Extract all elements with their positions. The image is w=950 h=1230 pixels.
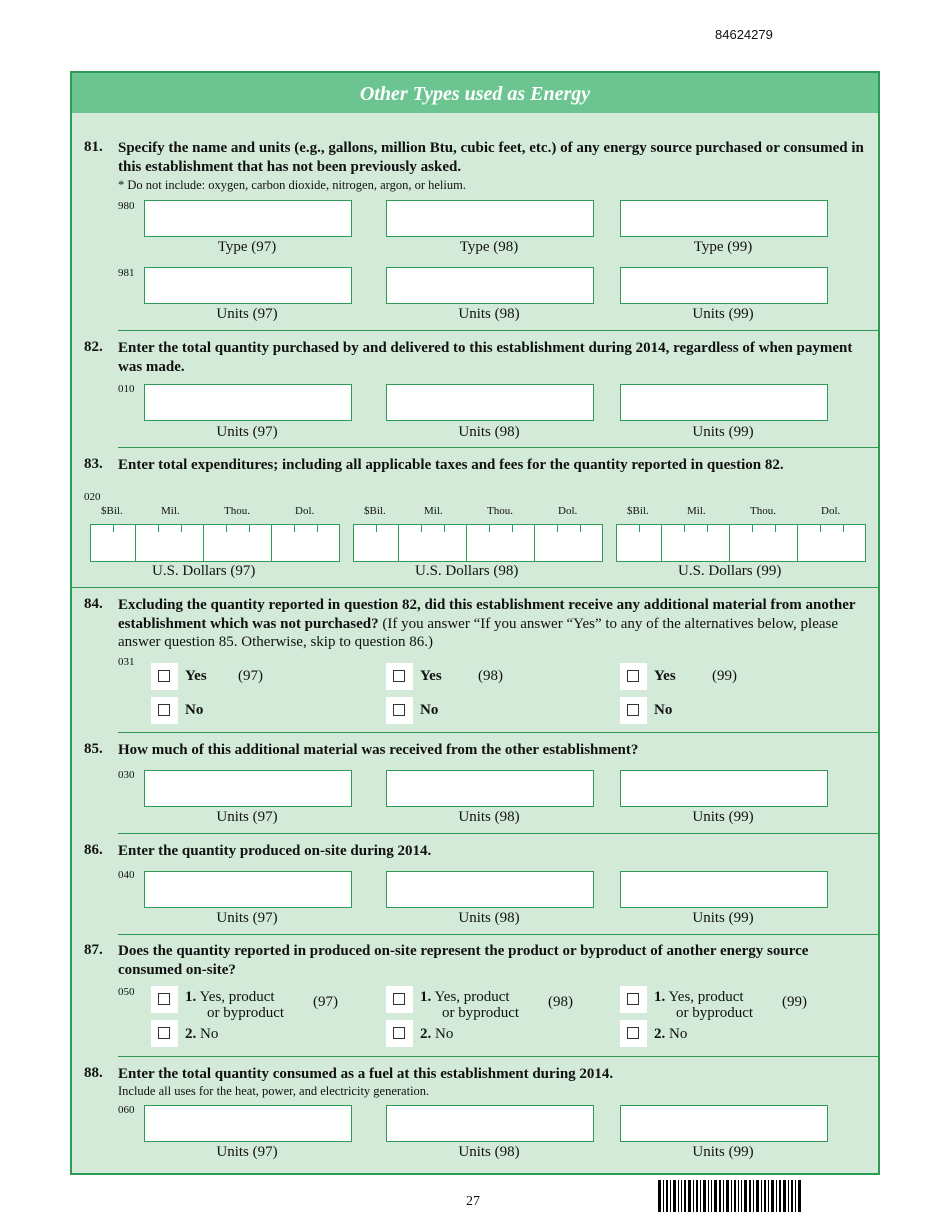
q82-98-input[interactable] [386, 384, 594, 421]
q84-no-97-label: No [185, 702, 204, 718]
q84-col-98: (98) [478, 668, 503, 684]
q84-col-97: (97) [238, 668, 263, 684]
q86-number: 86. [84, 842, 103, 858]
q87-yes-98-label: 1. Yes, product or byproduct [420, 989, 520, 1021]
col97-header-mil: Mil. [161, 505, 180, 517]
q88-note: Include all uses for the heat, power, and electricity generation. [118, 1084, 430, 1098]
separator [118, 1056, 878, 1057]
q87-yes-99-label: 1. Yes, product or byproduct [654, 989, 754, 1021]
q86-97-label: Units (97) [216, 910, 278, 926]
q88-code: 060 [118, 1104, 135, 1116]
q88-97-label: Units (97) [216, 1144, 278, 1160]
type-97-label: Type (97) [217, 239, 277, 255]
col97-header-bil: $Bil. [101, 505, 123, 517]
q82-99-label: Units (99) [692, 424, 754, 440]
q88-text: Enter the total quantity consumed as a fuel at this establishment during 2014. [118, 1066, 614, 1082]
col98-header-mil: Mil. [424, 505, 443, 517]
q87-no-99-label: 2. No [654, 1026, 688, 1042]
q88-98-label: Units (98) [458, 1144, 520, 1160]
q87-yes-97-checkbox[interactable] [151, 986, 178, 1013]
q84-no-98-label: No [420, 702, 439, 718]
q87-no-98-checkbox[interactable] [386, 1020, 413, 1047]
q85-code: 030 [118, 769, 135, 781]
q84-no-98-checkbox[interactable] [386, 697, 413, 724]
q82-97-label: Units (97) [216, 424, 278, 440]
separator [118, 934, 878, 935]
q87-no-98-label: 2. No [420, 1026, 454, 1042]
q83-code: 020 [84, 491, 101, 503]
type-99-label: Type (99) [693, 239, 753, 255]
q84-yes-99-checkbox[interactable] [620, 663, 647, 690]
q82-text: Enter the total quantity purchased by and delivered to this establishment during 2014, regardless of when payment was made. [118, 340, 853, 375]
units-98-input[interactable] [386, 267, 594, 304]
dollars-99-label: U.S. Dollars (99) [678, 563, 782, 579]
col97-header-dol: Dol. [295, 505, 315, 517]
q82-code: 010 [118, 383, 135, 395]
q87-yes-97-label: 1. Yes, product or byproduct [185, 989, 285, 1021]
separator [72, 587, 878, 588]
separator [118, 732, 878, 733]
q87-number: 87. [84, 942, 103, 958]
q84-text-plain: (If you answer “If you answer “Yes” to any of the alternatives below, please answer question 85. Otherwise, skip to question 86.) [118, 615, 839, 650]
q88-99-label: Units (99) [692, 1144, 754, 1160]
q84-text [118, 596, 876, 652]
type-97-input[interactable] [144, 200, 352, 237]
q85-98-input[interactable] [386, 770, 594, 807]
q84-no-99-checkbox[interactable] [620, 697, 647, 724]
q86-code: 040 [118, 869, 135, 881]
q88-98-input[interactable] [386, 1105, 594, 1142]
dollars-98-label: U.S. Dollars (98) [415, 563, 519, 579]
units-99-input[interactable] [620, 267, 828, 304]
q86-99-label: Units (99) [692, 910, 754, 926]
q88-number: 88. [84, 1065, 103, 1081]
col98-header-bil: $Bil. [364, 505, 386, 517]
q85-99-label: Units (99) [692, 809, 754, 825]
q84-no-99-label: No [654, 702, 673, 718]
q87-col-97: (97) [313, 994, 338, 1010]
units-97-input[interactable] [144, 267, 352, 304]
q82-number: 82. [84, 339, 103, 355]
q84-number: 84. [84, 596, 103, 612]
q81-code-type: 980 [118, 200, 135, 212]
q82-99-input[interactable] [620, 384, 828, 421]
col99-header-thou: Thou. [750, 505, 776, 517]
q87-no-97-checkbox[interactable] [151, 1020, 178, 1047]
q88-99-input[interactable] [620, 1105, 828, 1142]
q85-97-input[interactable] [144, 770, 352, 807]
q84-yes-97-checkbox[interactable] [151, 663, 178, 690]
q84-yes-98-label: Yes [420, 668, 442, 684]
separator [118, 330, 878, 331]
q85-text: How much of this additional material was received from the other establishment? [118, 742, 639, 758]
dollars-97-label: U.S. Dollars (97) [152, 563, 256, 579]
col99-header-dol: Dol. [821, 505, 841, 517]
col97-header-thou: Thou. [224, 505, 250, 517]
q84-yes-98-checkbox[interactable] [386, 663, 413, 690]
q87-no-97-label: 2. No [185, 1026, 219, 1042]
type-98-label: Type (98) [459, 239, 519, 255]
q85-99-input[interactable] [620, 770, 828, 807]
q84-yes-97-label: Yes [185, 668, 207, 684]
q82-98-label: Units (98) [458, 424, 520, 440]
q84-code: 031 [118, 656, 135, 668]
page-number: 27 [466, 1194, 480, 1209]
q86-97-input[interactable] [144, 871, 352, 908]
section-title: Other Types used as Energy [72, 73, 878, 113]
q84-yes-99-label: Yes [654, 668, 676, 684]
q87-no-99-checkbox[interactable] [620, 1020, 647, 1047]
separator [118, 447, 878, 448]
units-99-label: Units (99) [692, 306, 754, 322]
units-97-label: Units (97) [216, 306, 278, 322]
q85-number: 85. [84, 741, 103, 757]
q87-yes-98-checkbox[interactable] [386, 986, 413, 1013]
separator [118, 833, 878, 834]
col98-header-thou: Thou. [487, 505, 513, 517]
q86-99-input[interactable] [620, 871, 828, 908]
barcode [658, 1180, 803, 1212]
q88-97-input[interactable] [144, 1105, 352, 1142]
q83-number: 83. [84, 456, 103, 472]
q87-col-98: (98) [548, 994, 573, 1010]
q84-col-99: (99) [712, 668, 737, 684]
q83-text: Enter total expenditures; including all applicable taxes and fees for the quantity reported in question 82. [118, 457, 784, 473]
q84-text-bold: Excluding the quantity reported in question 82, did this establishment receive any additional material from another establishment which was not purchased? [118, 597, 856, 632]
q87-text: Does the quantity reported in produced on-site represent the product or byproduct of another energy source consumed on-site? [118, 943, 809, 978]
q82-97-input[interactable] [144, 384, 352, 421]
q81-note: * Do not include: oxygen, carbon dioxide, nitrogen, argon, or helium. [118, 178, 466, 192]
dollars-98-input[interactable] [353, 524, 603, 562]
dollars-97-input[interactable] [90, 524, 340, 562]
dollars-99-input[interactable] [616, 524, 866, 562]
q85-97-label: Units (97) [216, 809, 278, 825]
col99-header-mil: Mil. [687, 505, 706, 517]
form-id: 84624279 [715, 27, 773, 42]
q87-yes-99-checkbox[interactable] [620, 986, 647, 1013]
col98-header-dol: Dol. [558, 505, 578, 517]
q86-98-input[interactable] [386, 871, 594, 908]
units-98-label: Units (98) [458, 306, 520, 322]
q86-98-label: Units (98) [458, 910, 520, 926]
q87-col-99: (99) [782, 994, 807, 1010]
type-98-input[interactable] [386, 200, 594, 237]
q84-no-97-checkbox[interactable] [151, 697, 178, 724]
q86-text: Enter the quantity produced on-site during 2014. [118, 843, 432, 859]
q85-98-label: Units (98) [458, 809, 520, 825]
q81-number: 81. [84, 139, 103, 155]
q81-text: Specify the name and units (e.g., gallons, million Btu, cubic feet, etc.) of any energy source purchased or consumed in this establishment that has not been previously asked. [118, 140, 864, 175]
col99-header-bil: $Bil. [627, 505, 649, 517]
q87-code: 050 [118, 986, 135, 998]
q81-code-units: 981 [118, 267, 135, 279]
section-panel [70, 71, 880, 1175]
type-99-input[interactable] [620, 200, 828, 237]
